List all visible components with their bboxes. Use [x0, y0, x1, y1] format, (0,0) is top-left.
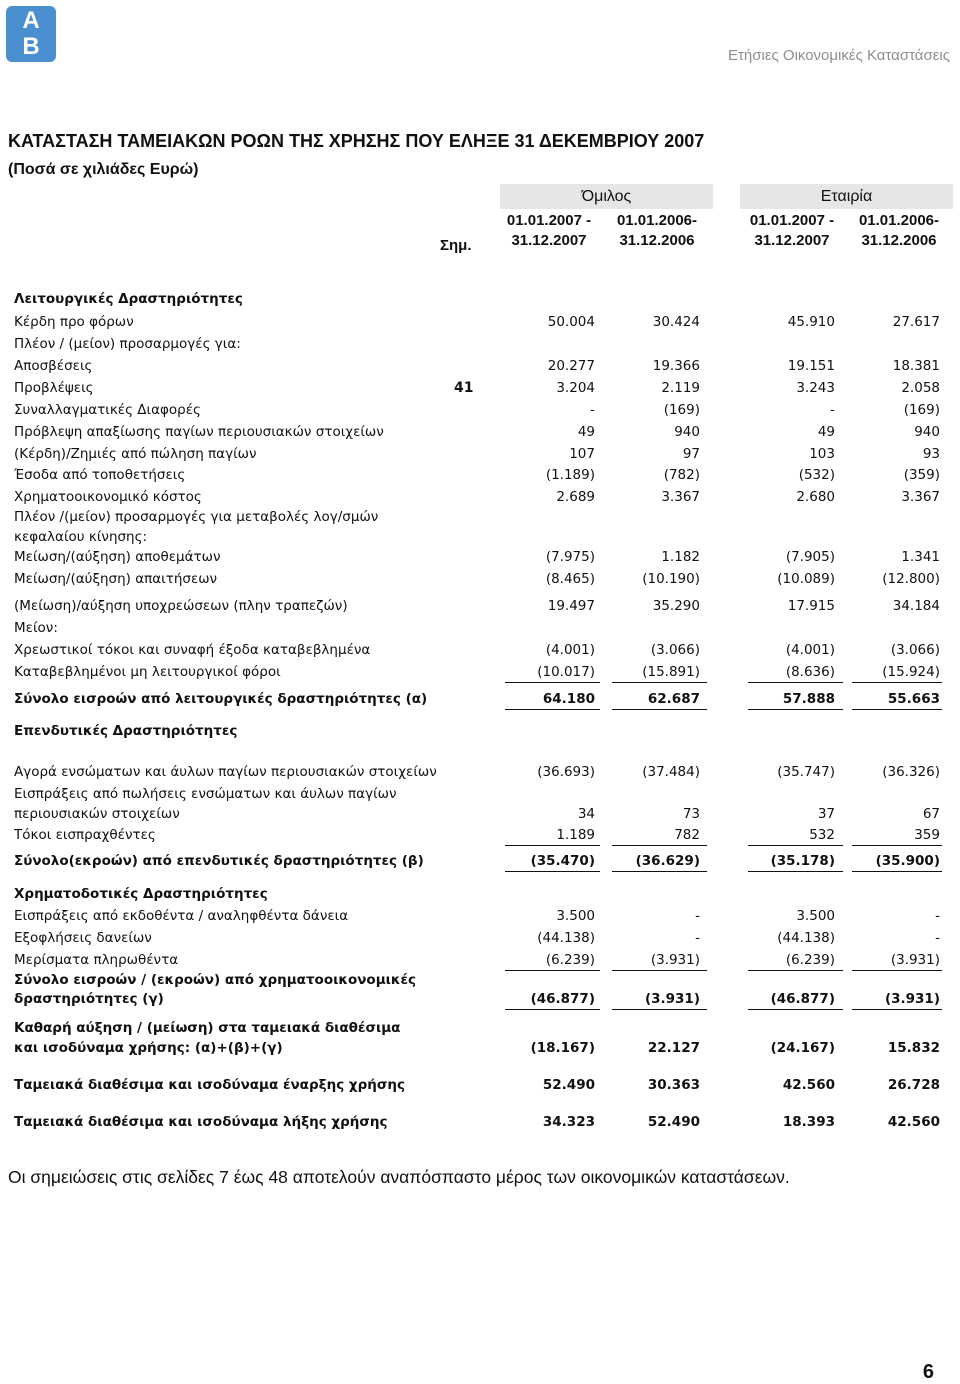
row-value-col3: (35.747) [777, 764, 835, 780]
row-value-col1: 50.004 [547, 314, 595, 330]
row-value-col1: 34.323 [542, 1114, 595, 1130]
row-label: Αγορά ενσώματων και άυλων παγίων περιουσιακών στοιχείων [14, 764, 437, 780]
row-value-col4: 18.381 [892, 358, 940, 374]
row-value-col2: (36.629) [635, 853, 700, 869]
row-value-col2: 62.687 [647, 691, 700, 707]
row-value-col3: 37 [817, 806, 835, 822]
row-value-col1: (46.877) [530, 991, 595, 1007]
row-value-col2: (3.066) [650, 642, 700, 658]
subtotal-underline [612, 682, 707, 683]
row-value-col4: 67 [922, 806, 940, 822]
row-label: περιουσιακών στοιχείων [14, 806, 180, 822]
row-label: Μείον: [14, 620, 58, 636]
row-value-col1: (6.239) [545, 952, 595, 968]
subtotal-underline [748, 970, 843, 971]
row-value-col4: 940 [914, 424, 940, 440]
row-value-col4: 93 [922, 446, 940, 462]
period-header-4: 01.01.2006- 31.12.2006 [858, 212, 940, 249]
row-value-col1: 3.500 [556, 908, 595, 924]
bank-logo [6, 6, 56, 62]
row-value-col3: (24.167) [770, 1040, 835, 1056]
row-value-col2: (169) [663, 402, 700, 418]
row-value-col1: (36.693) [537, 764, 595, 780]
row-label: Επενδυτικές Δραστηριότητες [14, 723, 238, 739]
row-label: Τόκοι εισπραχθέντες [14, 827, 156, 843]
logo-letter-top: A [22, 7, 40, 34]
subtotal-underline [852, 682, 942, 683]
subtotal-underline [505, 970, 600, 971]
row-label: Σύνολο(εκροών) από επενδυτικές δραστηριότητες (β) [14, 853, 424, 869]
row-value-col2: (3.931) [644, 991, 700, 1007]
period-header-2: 01.01.2006- 31.12.2006 [616, 212, 698, 249]
row-label: και ισοδύναμα χρήσης: (α)+(β)+(γ) [14, 1040, 283, 1056]
row-value-col1: 2.689 [556, 489, 595, 505]
subtotal-underline [505, 1009, 600, 1010]
row-value-col1: (8.465) [545, 571, 595, 587]
row-value-col4: 15.832 [887, 1040, 940, 1056]
row-value-col2: 97 [682, 446, 700, 462]
row-value-col2: 52.490 [647, 1114, 700, 1130]
row-label: Μείωση/(αύξηση) αποθεμάτων [14, 549, 221, 565]
row-value-col2: (10.190) [642, 571, 700, 587]
subtotal-underline [505, 682, 600, 683]
row-value-col4: 359 [914, 827, 940, 843]
subtotal-underline [852, 970, 942, 971]
document-header-title: Ετήσιες Οικονομικές Καταστάσεις [727, 47, 950, 64]
row-value-col3: 532 [809, 827, 835, 843]
row-value-col2: 3.367 [661, 489, 700, 505]
row-label: δραστηριότητες (γ) [14, 991, 164, 1007]
row-value-col3: 42.560 [782, 1077, 835, 1093]
row-value-col1: 19.497 [547, 598, 595, 614]
row-label: Έσοδα από τοποθετήσεις [14, 467, 186, 483]
row-label: Πλέον /(μείον) προσαρμογές για μεταβολές λογ/σμών [14, 509, 379, 525]
row-value-col1: - [590, 402, 595, 418]
subtotal-underline [852, 709, 942, 710]
subtotal-underline [505, 709, 600, 710]
row-value-col2: - [695, 908, 700, 924]
row-label: (Κέρδη)/Ζημιές από πώληση παγίων [14, 446, 257, 462]
row-value-col1: 52.490 [542, 1077, 595, 1093]
row-label: Κέρδη προ φόρων [14, 314, 134, 330]
row-value-col3: (35.178) [770, 853, 835, 869]
row-value-col3: (8.636) [785, 664, 835, 680]
row-label: Καθαρή αύξηση / (μείωση) στα ταμειακά διαθέσιμα [14, 1020, 401, 1036]
subtotal-underline [852, 1009, 942, 1010]
row-label: Πλέον / (μείον) προσαρμογές για: [14, 336, 241, 352]
row-label: Σύνολο εισροών από λειτουργικές δραστηριότητες (α) [14, 691, 428, 707]
row-value-col2: (3.931) [650, 952, 700, 968]
subtotal-underline [612, 871, 707, 872]
page-number: 6 [922, 1361, 934, 1383]
row-value-col4: (36.326) [882, 764, 940, 780]
row-value-col3: (4.001) [785, 642, 835, 658]
row-value-col3: 17.915 [787, 598, 835, 614]
row-note-ref: 41 [454, 380, 474, 396]
row-value-col3: 19.151 [787, 358, 835, 374]
row-value-col1: (7.975) [545, 549, 595, 565]
row-value-col4: 26.728 [887, 1077, 940, 1093]
row-value-col4: (3.931) [890, 952, 940, 968]
row-value-col2: 30.363 [647, 1077, 700, 1093]
subtotal-underline [612, 970, 707, 971]
row-label: Συναλλαγματικές Διαφορές [14, 402, 201, 418]
row-label: Προβλέψεις [14, 380, 94, 396]
row-label: Αποσβέσεις [14, 358, 93, 374]
row-value-col3: 3.243 [796, 380, 835, 396]
row-value-col3: - [830, 402, 835, 418]
row-value-col1: 20.277 [547, 358, 595, 374]
row-label: Πρόβλεψη απαξίωσης παγίων περιουσιακών στοιχείων [14, 424, 384, 440]
row-value-col4: 3.367 [901, 489, 940, 505]
row-value-col3: (46.877) [770, 991, 835, 1007]
row-value-col3: 103 [809, 446, 835, 462]
subtotal-underline [748, 1009, 843, 1010]
row-value-col4: (359) [903, 467, 940, 483]
row-value-col3: (7.905) [785, 549, 835, 565]
subtotal-underline [612, 1009, 707, 1010]
row-label: (Μείωση)/αύξηση υποχρεώσεων (πλην τραπεζών) [14, 598, 348, 614]
note-column-header: Σημ. [440, 237, 472, 254]
row-label: Εισπράξεις από πωλήσεις ενσώματων και άυλων παγίων [14, 786, 397, 802]
subtotal-underline [748, 845, 843, 846]
subtotal-underline [505, 871, 600, 872]
footer-note: Οι σημειώσεις στις σελίδες 7 έως 48 αποτελούν αναπόσπαστο μέρος των οικονομικών καταστάσεων. [8, 1167, 790, 1187]
row-value-col2: 22.127 [647, 1040, 700, 1056]
row-value-col2: 782 [674, 827, 700, 843]
subtotal-underline [505, 845, 600, 846]
row-value-col4: 42.560 [887, 1114, 940, 1130]
row-value-col4: (3.931) [884, 991, 940, 1007]
row-value-col3: (532) [798, 467, 835, 483]
row-value-col3: 49 [817, 424, 835, 440]
row-value-col1: 1.189 [556, 827, 595, 843]
row-value-col3: (44.138) [777, 930, 835, 946]
subtotal-underline [748, 709, 843, 710]
company-column-header: Εταιρία [740, 184, 953, 209]
row-value-col1: (44.138) [537, 930, 595, 946]
row-value-col3: 2.680 [796, 489, 835, 505]
row-value-col2: - [695, 930, 700, 946]
row-label: Μείωση/(αύξηση) απαιτήσεων [14, 571, 218, 587]
subtotal-underline [748, 682, 843, 683]
row-value-col1: 107 [569, 446, 595, 462]
row-value-col1: (4.001) [545, 642, 595, 658]
row-label: Χρηματοδοτικές Δραστηριότητες [14, 886, 268, 902]
statement-title: ΚΑΤΑΣΤΑΣΗ ΤΑΜΕΙΑΚΩΝ ΡΟΩΝ ΤΗΣ ΧΡΗΣΗΣ ΠΟΥ ΕΛΗΞΕ 31 ΔΕΚΕΜΒΡΙΟΥ 2007 [8, 131, 705, 151]
statement-subtitle: (Ποσά σε χιλιάδες Ευρώ) [8, 161, 199, 178]
subtotal-underline [612, 845, 707, 846]
subtotal-underline [748, 871, 843, 872]
row-value-col1: 64.180 [542, 691, 595, 707]
row-label: Σύνολο εισροών / (εκροών) από χρηματοοικονομικές [14, 972, 417, 988]
group-column-header: Όμιλος [500, 184, 713, 209]
row-value-col1: (35.470) [530, 853, 595, 869]
row-value-col2: 2.119 [661, 380, 700, 396]
row-label: Καταβεβλημένοι μη λειτουργικοί φόροι [14, 664, 281, 680]
row-label: Ταμειακά διαθέσιμα και ισοδύναμα λήξης χρήσης [14, 1114, 388, 1130]
row-value-col2: 19.366 [652, 358, 700, 374]
row-label: κεφαλαίου κίνησης: [14, 529, 148, 545]
row-value-col2: 940 [674, 424, 700, 440]
subtotal-underline [852, 871, 942, 872]
subtotal-underline [612, 709, 707, 710]
row-value-col1: 3.204 [556, 380, 595, 396]
row-value-col3: 18.393 [782, 1114, 835, 1130]
row-value-col4: - [935, 930, 940, 946]
row-value-col4: (35.900) [875, 853, 940, 869]
row-value-col2: 30.424 [652, 314, 700, 330]
row-value-col2: (15.891) [642, 664, 700, 680]
row-value-col4: (3.066) [890, 642, 940, 658]
row-value-col2: (37.484) [642, 764, 700, 780]
row-label: Εισπράξεις από εκδοθέντα / αναληφθέντα δάνεια [14, 908, 349, 924]
row-value-col1: 49 [577, 424, 595, 440]
row-label: Λειτουργικές Δραστηριότητες [14, 291, 243, 307]
row-value-col1: (18.167) [530, 1040, 595, 1056]
period-header-3: 01.01.2007 - 31.12.2007 [749, 212, 835, 249]
row-label: Χρηματοοικονομικό κόστος [14, 489, 202, 505]
row-value-col2: (782) [663, 467, 700, 483]
row-value-col1: (10.017) [537, 664, 595, 680]
period-header-1: 01.01.2007 - 31.12.2007 [506, 212, 592, 249]
row-value-col4: 2.058 [901, 380, 940, 396]
row-value-col3: (6.239) [785, 952, 835, 968]
row-value-col3: 3.500 [796, 908, 835, 924]
row-value-col3: (10.089) [777, 571, 835, 587]
subtotal-underline [852, 845, 942, 846]
row-value-col2: 35.290 [652, 598, 700, 614]
row-value-col3: 57.888 [782, 691, 835, 707]
row-value-col2: 73 [682, 806, 700, 822]
row-label: Ταμειακά διαθέσιμα και ισοδύναμα έναρξης χρήσης [14, 1077, 406, 1093]
row-value-col4: 1.341 [901, 549, 940, 565]
row-value-col4: - [935, 908, 940, 924]
row-value-col4: (12.800) [882, 571, 940, 587]
row-value-col4: 55.663 [887, 691, 940, 707]
logo-letter-bottom: B [22, 33, 40, 60]
row-value-col4: (169) [903, 402, 940, 418]
row-label: Εξοφλήσεις δανείων [14, 930, 152, 946]
row-label: Μερίσματα πληρωθέντα [14, 952, 179, 968]
row-value-col1: 34 [577, 806, 595, 822]
row-value-col1: (1.189) [545, 467, 595, 483]
row-value-col2: 1.182 [661, 549, 700, 565]
row-value-col4: 27.617 [892, 314, 940, 330]
row-value-col4: 34.184 [892, 598, 940, 614]
row-value-col3: 45.910 [787, 314, 835, 330]
row-label: Χρεωστικοί τόκοι και συναφή έξοδα καταβεβλημένα [14, 642, 371, 658]
row-value-col4: (15.924) [882, 664, 940, 680]
